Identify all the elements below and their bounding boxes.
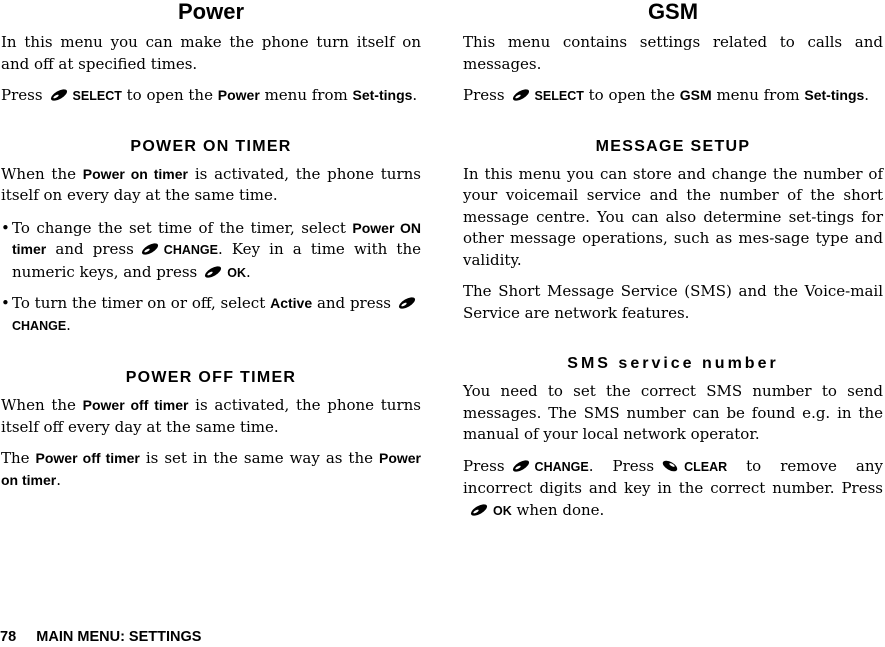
power-press-select: Press SELECT to open the Power menu from Set-tings. [1,86,418,104]
sms-number-text: You need to set the correct SMS number to send messages. The SMS number can be found e.g. in the manual of your local network operator. [463,382,883,443]
gsm-intro: This menu contains settings related to calls and messages. [463,33,883,73]
page-title-power: Power [177,0,245,24]
softkey-select-icon [203,266,223,278]
softkey-select-icon [511,89,531,101]
softkey-clear-icon [660,460,680,472]
page-number: 78 [0,629,17,645]
page-footer [0,629,201,645]
softkey-select-icon [511,460,531,472]
softkey-select-icon [140,243,160,255]
softkey-select-icon [49,89,69,101]
sms-service-number-heading: SMS service number [567,355,779,372]
power-off-timer-text: When the Power off timer is activated, the phone turns itself off every day at the same time. [1,396,421,436]
message-setup-heading: MESSAGE SETUP [595,137,751,155]
power-on-bullet-active: • To turn the timer on or off, select Active and pressCHANGE. [1,293,421,337]
message-setup-text: In this menu you can store and change the number of your voicemail service and the number of the short message centre. You can also determine set-tings for other message operations, such as mes-sage type and validity. [463,164,883,269]
softkey-select-icon [469,504,489,516]
power-off-timer-heading: POWER OFF TIMER [125,369,297,386]
power-on-bullet-change: • To change the set time of the timer, select Power ON timer and press CHANGE. Key in a time with the numeric keys, and press OK. [1,218,422,281]
softkey-select-icon [397,297,417,309]
sms-number-instructions: Press CHANGE. Press CLEAR to remove any incorrect digits and key in the correct number. PressOK when done. [463,456,883,519]
power-on-timer-heading: POWER ON TIMER [130,137,292,155]
power-off-timer-same-way: The Power off timer is set in the same way as the Power on timer. [1,449,421,489]
footer-section-title: MAIN MENU: SETTINGS [36,629,202,645]
left-column [1,0,421,491]
power-on-timer-text: When the Power on timer is activated, the phone turns itself on every day at the same time. [1,164,421,204]
power-intro: In this menu you can make the phone turn itself on and off at specified times. [1,33,421,73]
page-title-gsm: GSM [647,0,699,24]
right-column [463,0,883,522]
gsm-press-select: Press SELECT to open the GSM menu from Set-tings. [463,86,870,104]
message-setup-network-note: The Short Message Service (SMS) and the Voice-mail Service are network features. [463,282,883,322]
